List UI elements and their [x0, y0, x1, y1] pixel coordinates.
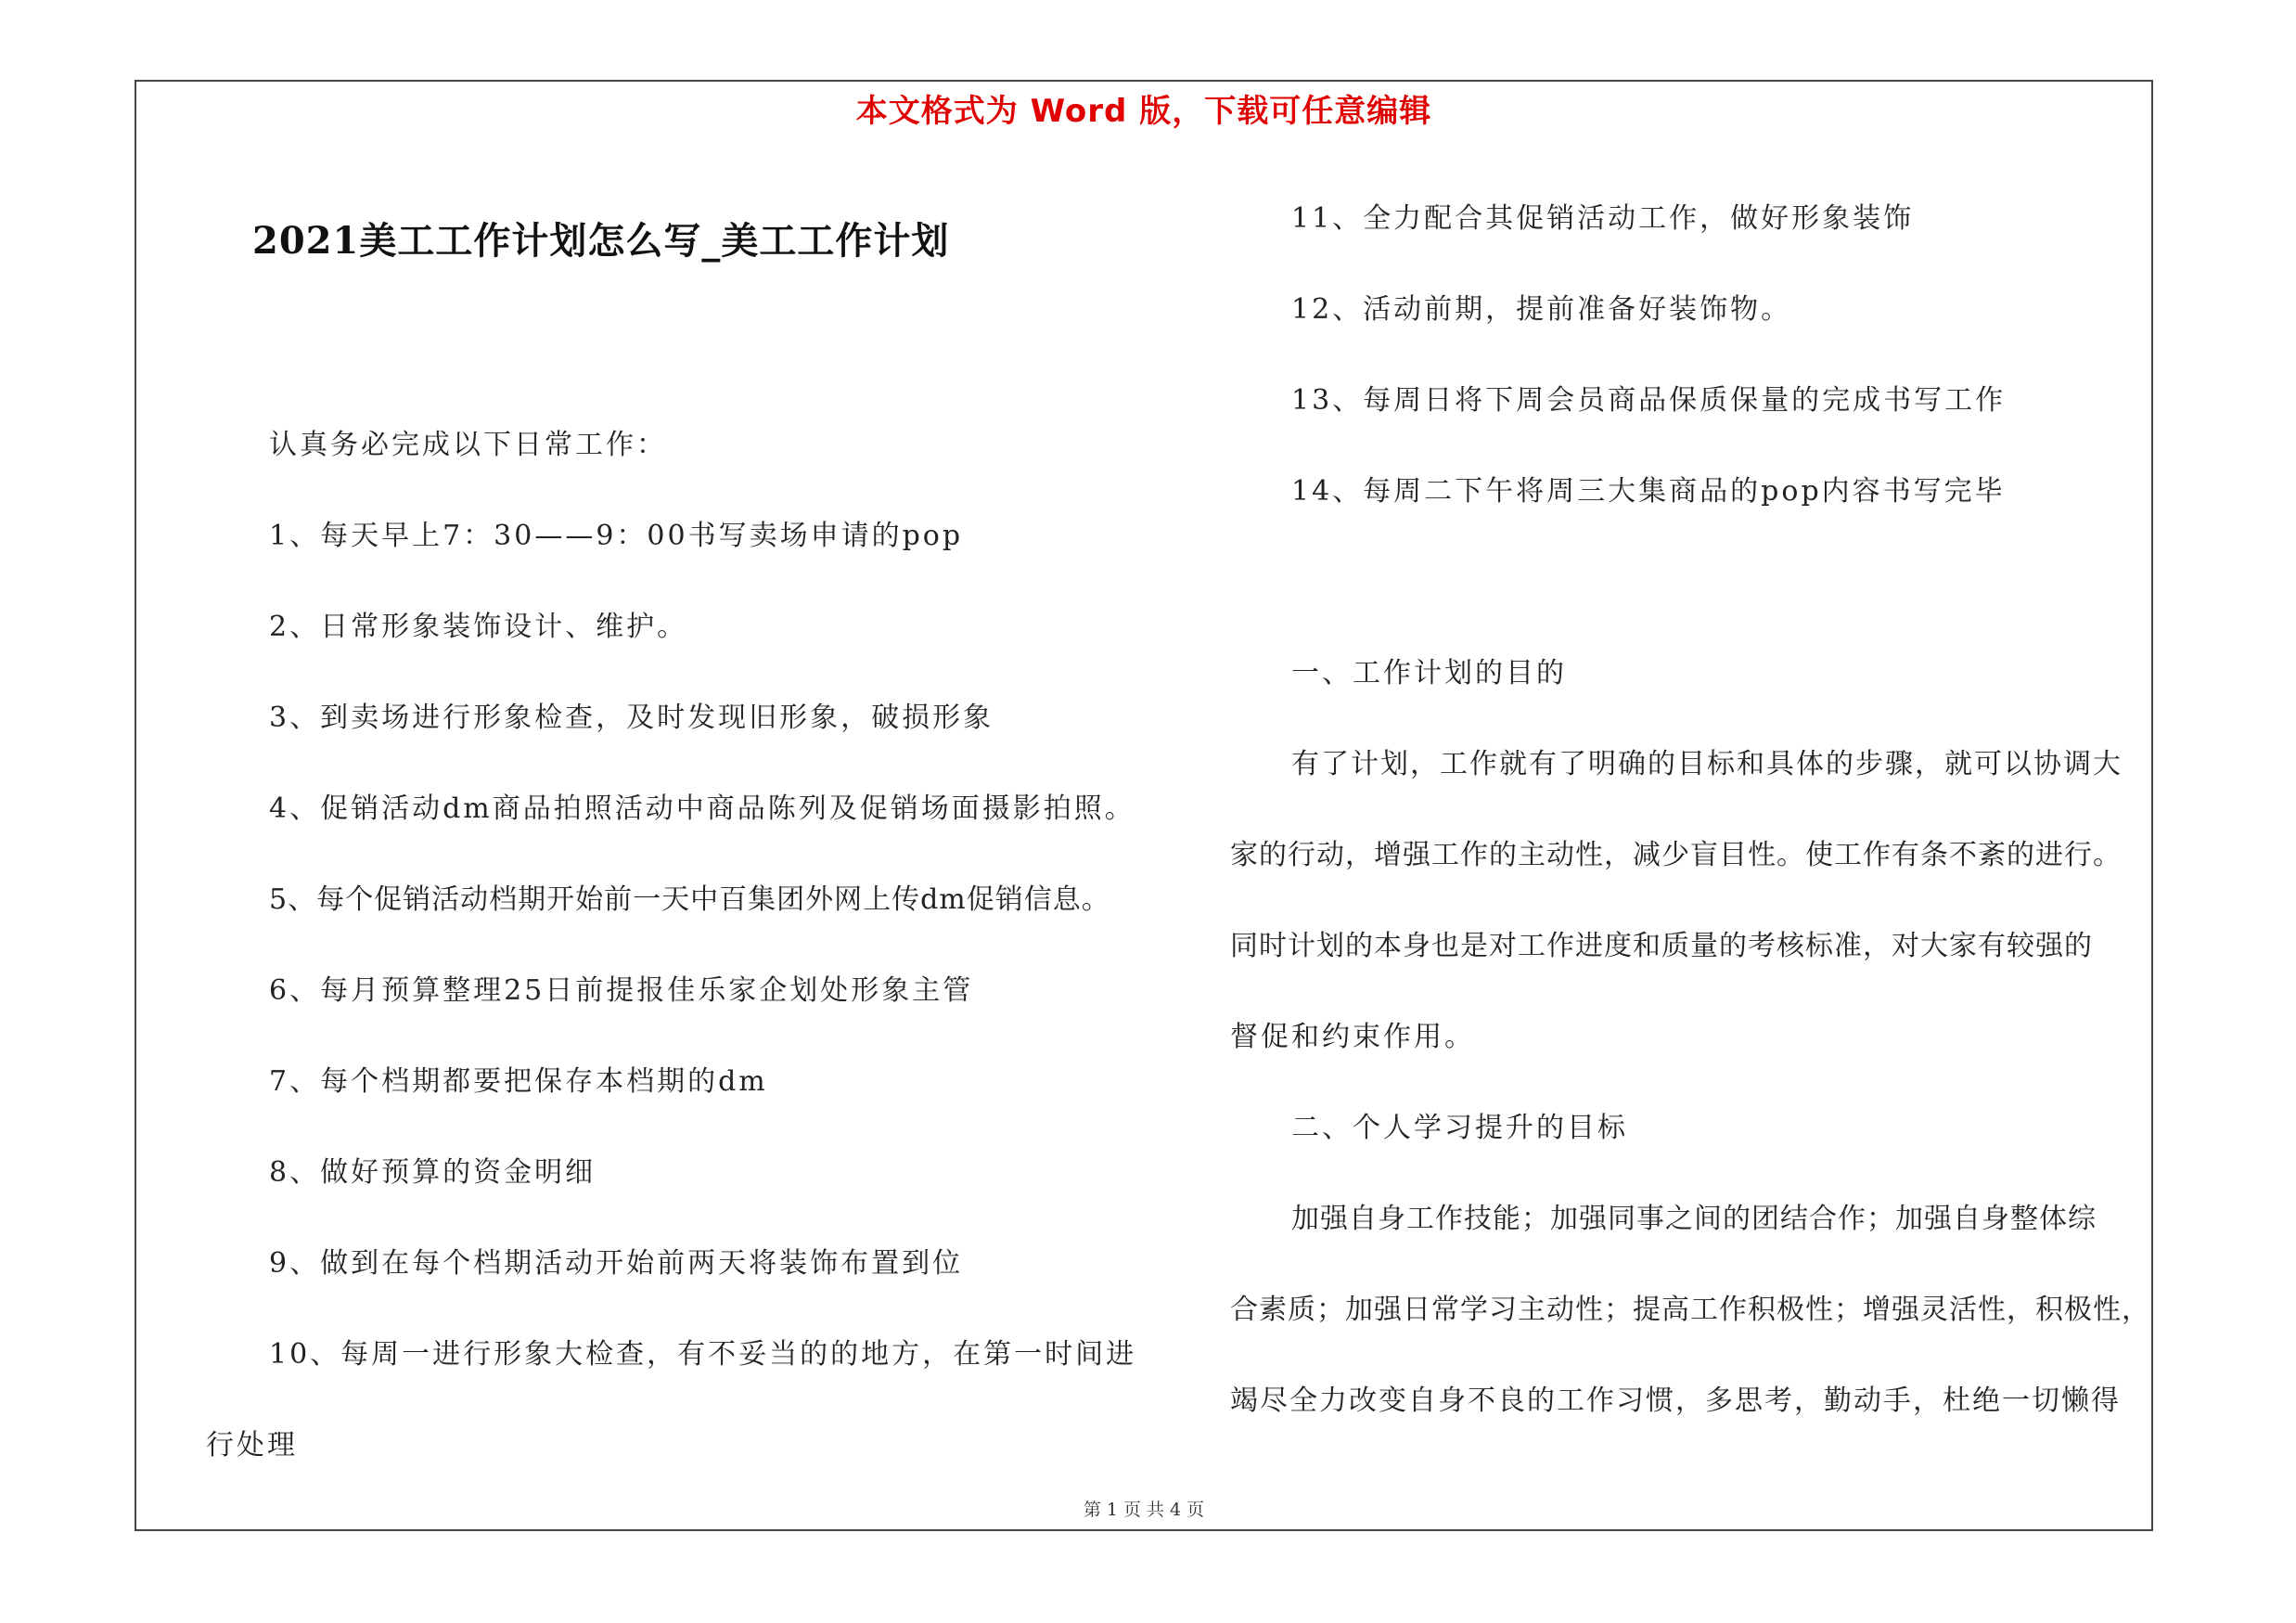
paragraph-2-line-2: 合素质；加强日常学习主动性；提高工作积极性；增强灵活性，积极性， — [1230, 1294, 2150, 1326]
list-item-6: 6、每月预算整理25日前提报佳乐家企划处形象主管 — [269, 974, 974, 1007]
list-item-11: 11、全力配合其促销活动工作，做好形象装饰 — [1291, 202, 1915, 235]
list-item-7: 7、每个档期都要把保存本档期的dm — [269, 1065, 768, 1098]
list-item-13: 13、每周日将下周会员商品保质保量的完成书写工作 — [1291, 384, 2007, 417]
list-item-4: 4、促销活动dm商品拍照活动中商品陈列及促销场面摄影拍照。 — [269, 792, 1135, 825]
list-item-2: 2、日常形象装饰设计、维护。 — [269, 611, 688, 643]
section-heading-2: 二、个人学习提升的目标 — [1291, 1112, 1628, 1144]
intro-line: 认真务必完成以下日常工作： — [269, 429, 667, 461]
page-footer: 第 1 页 共 4 页 — [1083, 1500, 1205, 1520]
paragraph-1-line-3: 同时计划的本身也是对工作进度和质量的考核标准，对大家有较强的 — [1230, 930, 2093, 962]
list-item-9: 9、做到在每个档期活动开始前两天将装饰布置到位 — [269, 1247, 964, 1280]
list-item-12: 12、活动前期，提前准备好装饰物。 — [1291, 293, 1792, 326]
document-title: 2021美工工作计划怎么写_美工工作计划 — [252, 219, 950, 263]
list-item-8: 8、做好预算的资金明细 — [269, 1156, 596, 1189]
list-item-3: 3、到卖场进行形象检查，及时发现旧形象，破损形象 — [269, 702, 994, 734]
section-heading-1: 一、工作计划的目的 — [1291, 657, 1567, 689]
paragraph-2-line-1: 加强自身工作技能；加强同事之间的团结合作；加强自身整体综 — [1291, 1203, 2097, 1235]
paragraph-1-line-1: 有了计划，工作就有了明确的目标和具体的步骤，就可以协调大 — [1291, 748, 2123, 780]
format-banner: 本文格式为 Word 版，下载可任意编辑 — [855, 93, 1432, 130]
list-item-1: 1、每天早上7：30——9：00书写卖场申请的pop — [269, 520, 964, 552]
list-item-10: 10、每周一进行形象大检查，有不妥当的的地方，在第一时间进 — [269, 1338, 1137, 1371]
paragraph-2-line-3: 竭尽全力改变自身不良的工作习惯，多思考，勤动手，杜绝一切懒得 — [1230, 1385, 2121, 1417]
list-item-14: 14、每周二下午将周三大集商品的pop内容书写完毕 — [1291, 475, 2006, 508]
list-item-5: 5、每个促销活动档期开始前一天中百集团外网上传dm促销信息。 — [269, 883, 1110, 916]
list-item-10-cont: 行处理 — [206, 1429, 298, 1462]
paragraph-1-line-4: 督促和约束作用。 — [1230, 1021, 1475, 1053]
paragraph-1-line-2: 家的行动，增强工作的主动性，减少盲目性。使工作有条不紊的进行。 — [1230, 839, 2122, 871]
